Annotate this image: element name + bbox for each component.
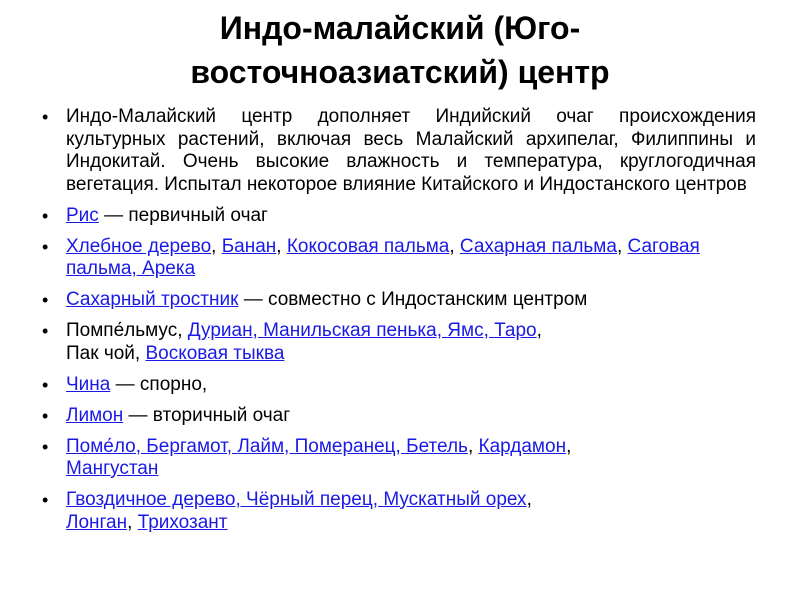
bullet-china-text: — спорно, [110,373,208,395]
link-betel[interactable]: Бетель [406,435,468,457]
bullet-rice [66,205,756,228]
link-lime[interactable]: Лайм, [237,435,295,457]
link-sugarcane[interactable]: Сахарный тростник [66,289,239,310]
link-taro[interactable]: Таро [494,320,537,341]
separator: , [449,235,460,257]
bullet-fruit-palms [66,236,756,281]
bullet-rice-text: — первичный очаг [98,204,268,226]
separator: , [566,435,572,457]
link-lemon[interactable]: Лимон [66,404,124,426]
slide-title-line-2: восточноазиатский) центр [190,54,610,90]
link-breadfruit[interactable]: Хлебное дерево [66,235,212,257]
bullet-list [66,106,756,543]
link-areca[interactable]: Арека [142,258,196,279]
bullet-sugarcane [66,289,756,312]
separator: , [526,489,532,510]
link-bergamot[interactable]: Бергамот, [146,435,238,457]
link-clove[interactable]: Гвоздичное дерево, [66,489,247,510]
link-trichosanthes[interactable]: Трихозант [137,511,228,533]
bullet-china [66,374,756,397]
link-wax-gourd[interactable]: Восковая тыква [145,342,285,364]
separator: , [211,235,222,257]
link-manila-hemp[interactable]: Манильская пенька, [263,320,448,341]
slide-title [70,6,730,94]
bullet-lemon-text: — вторичный очаг [123,404,291,426]
link-cardamom[interactable]: Кардамон [478,435,567,457]
link-durian[interactable]: Дуриан, [187,320,264,341]
text-pompelmus: Помпе́льмус, [66,320,188,341]
link-rice[interactable]: Рис [66,204,99,226]
link-sugar-palm[interactable]: Сахарная пальма [459,235,617,257]
separator: , [276,235,287,257]
link-sago-palm[interactable]: Саговая пальма, [66,235,700,279]
bullet-pomelo-durian [66,320,756,365]
separator: , [616,235,628,257]
link-longan[interactable]: Лонган [66,511,128,533]
bullet-lemon [66,405,756,428]
bullet-intro: • Индо-Малайский центр дополняет Индийский очаг происхождения культурных растений, включая весь Малайский архипелаг, Филиппины и Индокитай. Очень высокие влажность и температура, круглогодичная вегетация. Испытал некоторое влияние Китайского и Индостанского центров [66,106,756,196]
link-china[interactable]: Чина [66,373,111,395]
text-bok-choy: Пак чой, [66,342,146,364]
bullet-spices [66,489,756,534]
link-nutmeg[interactable]: Мускатный орех [383,489,527,510]
link-mangosteen[interactable]: Мангустан [66,458,159,479]
link-coconut-palm[interactable]: Кокосовая пальма [286,235,450,257]
bullet-citrus-spices [66,436,756,481]
bullet-sugarcane-text: — совместно с Индостанским центром [238,289,588,310]
link-pomelo[interactable]: Поме́ло, [66,435,147,457]
separator: , [536,320,542,341]
link-bitter-orange[interactable]: Померанец, [294,435,407,457]
link-yam[interactable]: Ямс, [447,320,495,341]
slide-title-line-1: Индо-малайский (Юго- [219,10,581,46]
separator: , [467,435,479,457]
separator: , [127,511,138,533]
link-banana[interactable]: Банан [221,235,277,257]
link-black-pepper[interactable]: Чёрный перец, [246,489,384,510]
